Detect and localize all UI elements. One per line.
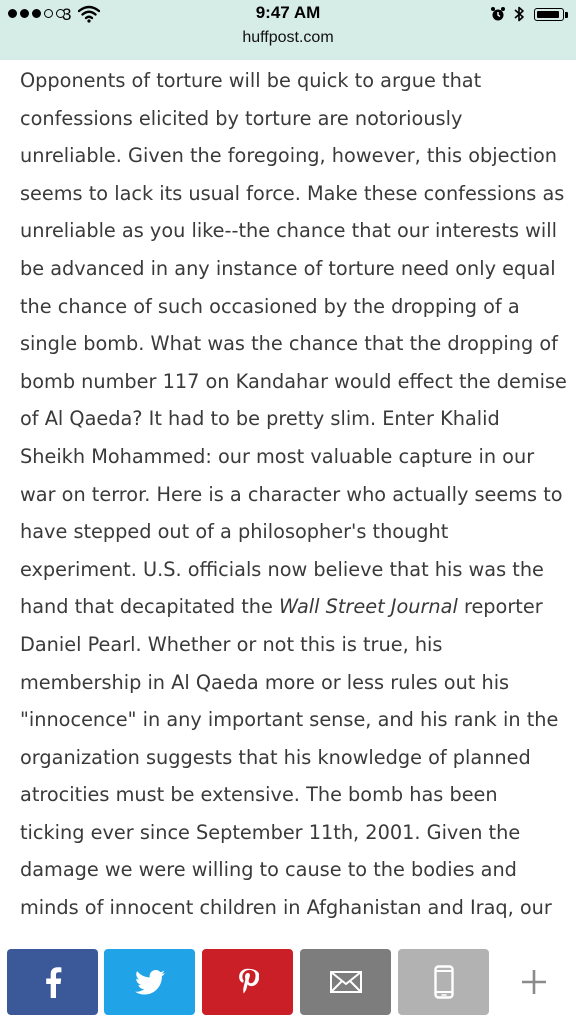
phone-icon <box>434 965 454 999</box>
sms-share-button[interactable] <box>398 949 489 1015</box>
browser-top-bar <box>0 0 576 60</box>
pinterest-icon <box>237 967 259 997</box>
address-bar-url[interactable]: huffpost.com <box>242 29 334 46</box>
twitter-share-button[interactable] <box>104 949 195 1015</box>
more-share-options-button[interactable] <box>492 949 576 1015</box>
bluetooth-icon <box>513 5 525 23</box>
status-bar <box>0 0 576 30</box>
clock: 9:47 AM <box>255 3 321 22</box>
facebook-share-button[interactable] <box>7 949 98 1015</box>
battery-icon <box>534 8 564 21</box>
article-body <box>20 62 568 942</box>
envelope-icon <box>330 971 362 993</box>
facebook-icon <box>44 966 62 998</box>
email-share-button[interactable] <box>300 949 391 1015</box>
plus-icon <box>521 969 547 995</box>
article-text-part-2: reporter Daniel Pearl. Whether or not this is true, his membership in Al Qaeda more or less rules out his "innocence" in any important sense, and his rank in the organization suggests that his knowledge of planned atrocities must be extensive. The bomb has been ticking ever since September 11th, 2001. Given the damage we were willing to cause to the bodies and minds of innocent children in Afghanistan and Iraq, our <box>20 595 559 920</box>
pinterest-share-button[interactable] <box>202 949 293 1015</box>
alarm-clock-icon <box>490 6 506 22</box>
carrier-name: 3 <box>62 5 72 24</box>
battery-terminal <box>565 12 568 18</box>
twitter-bird-icon <box>135 970 165 995</box>
article-paragraph <box>20 62 568 927</box>
battery-level-fill <box>537 11 559 18</box>
share-bar <box>0 942 576 1024</box>
article-text-part-1: Opponents of torture will be quick to argue that confessions elicited by torture are notoriously unreliable. Given the foregoing, however, this objection seems to lack its usual force. Make these confessions as unreliable as you like--the chance that our interests will be advanced in any instance of torture need only equal the chance of such occasioned by the dropping of a single bomb. What was the chance that the dropping of bomb number 117 on Kandahar would effect the demise of Al Qaeda? It had to be pretty slim. Enter Khalid Sheikh Mohammed: our most valuable capture in our war on terror. Here is a character who actually seems to have stepped out of a philosopher's thought experiment. U.S. officials now believe that his was the hand that decapitated the <box>20 69 567 619</box>
publication-name: Wall Street Journal <box>278 595 458 619</box>
